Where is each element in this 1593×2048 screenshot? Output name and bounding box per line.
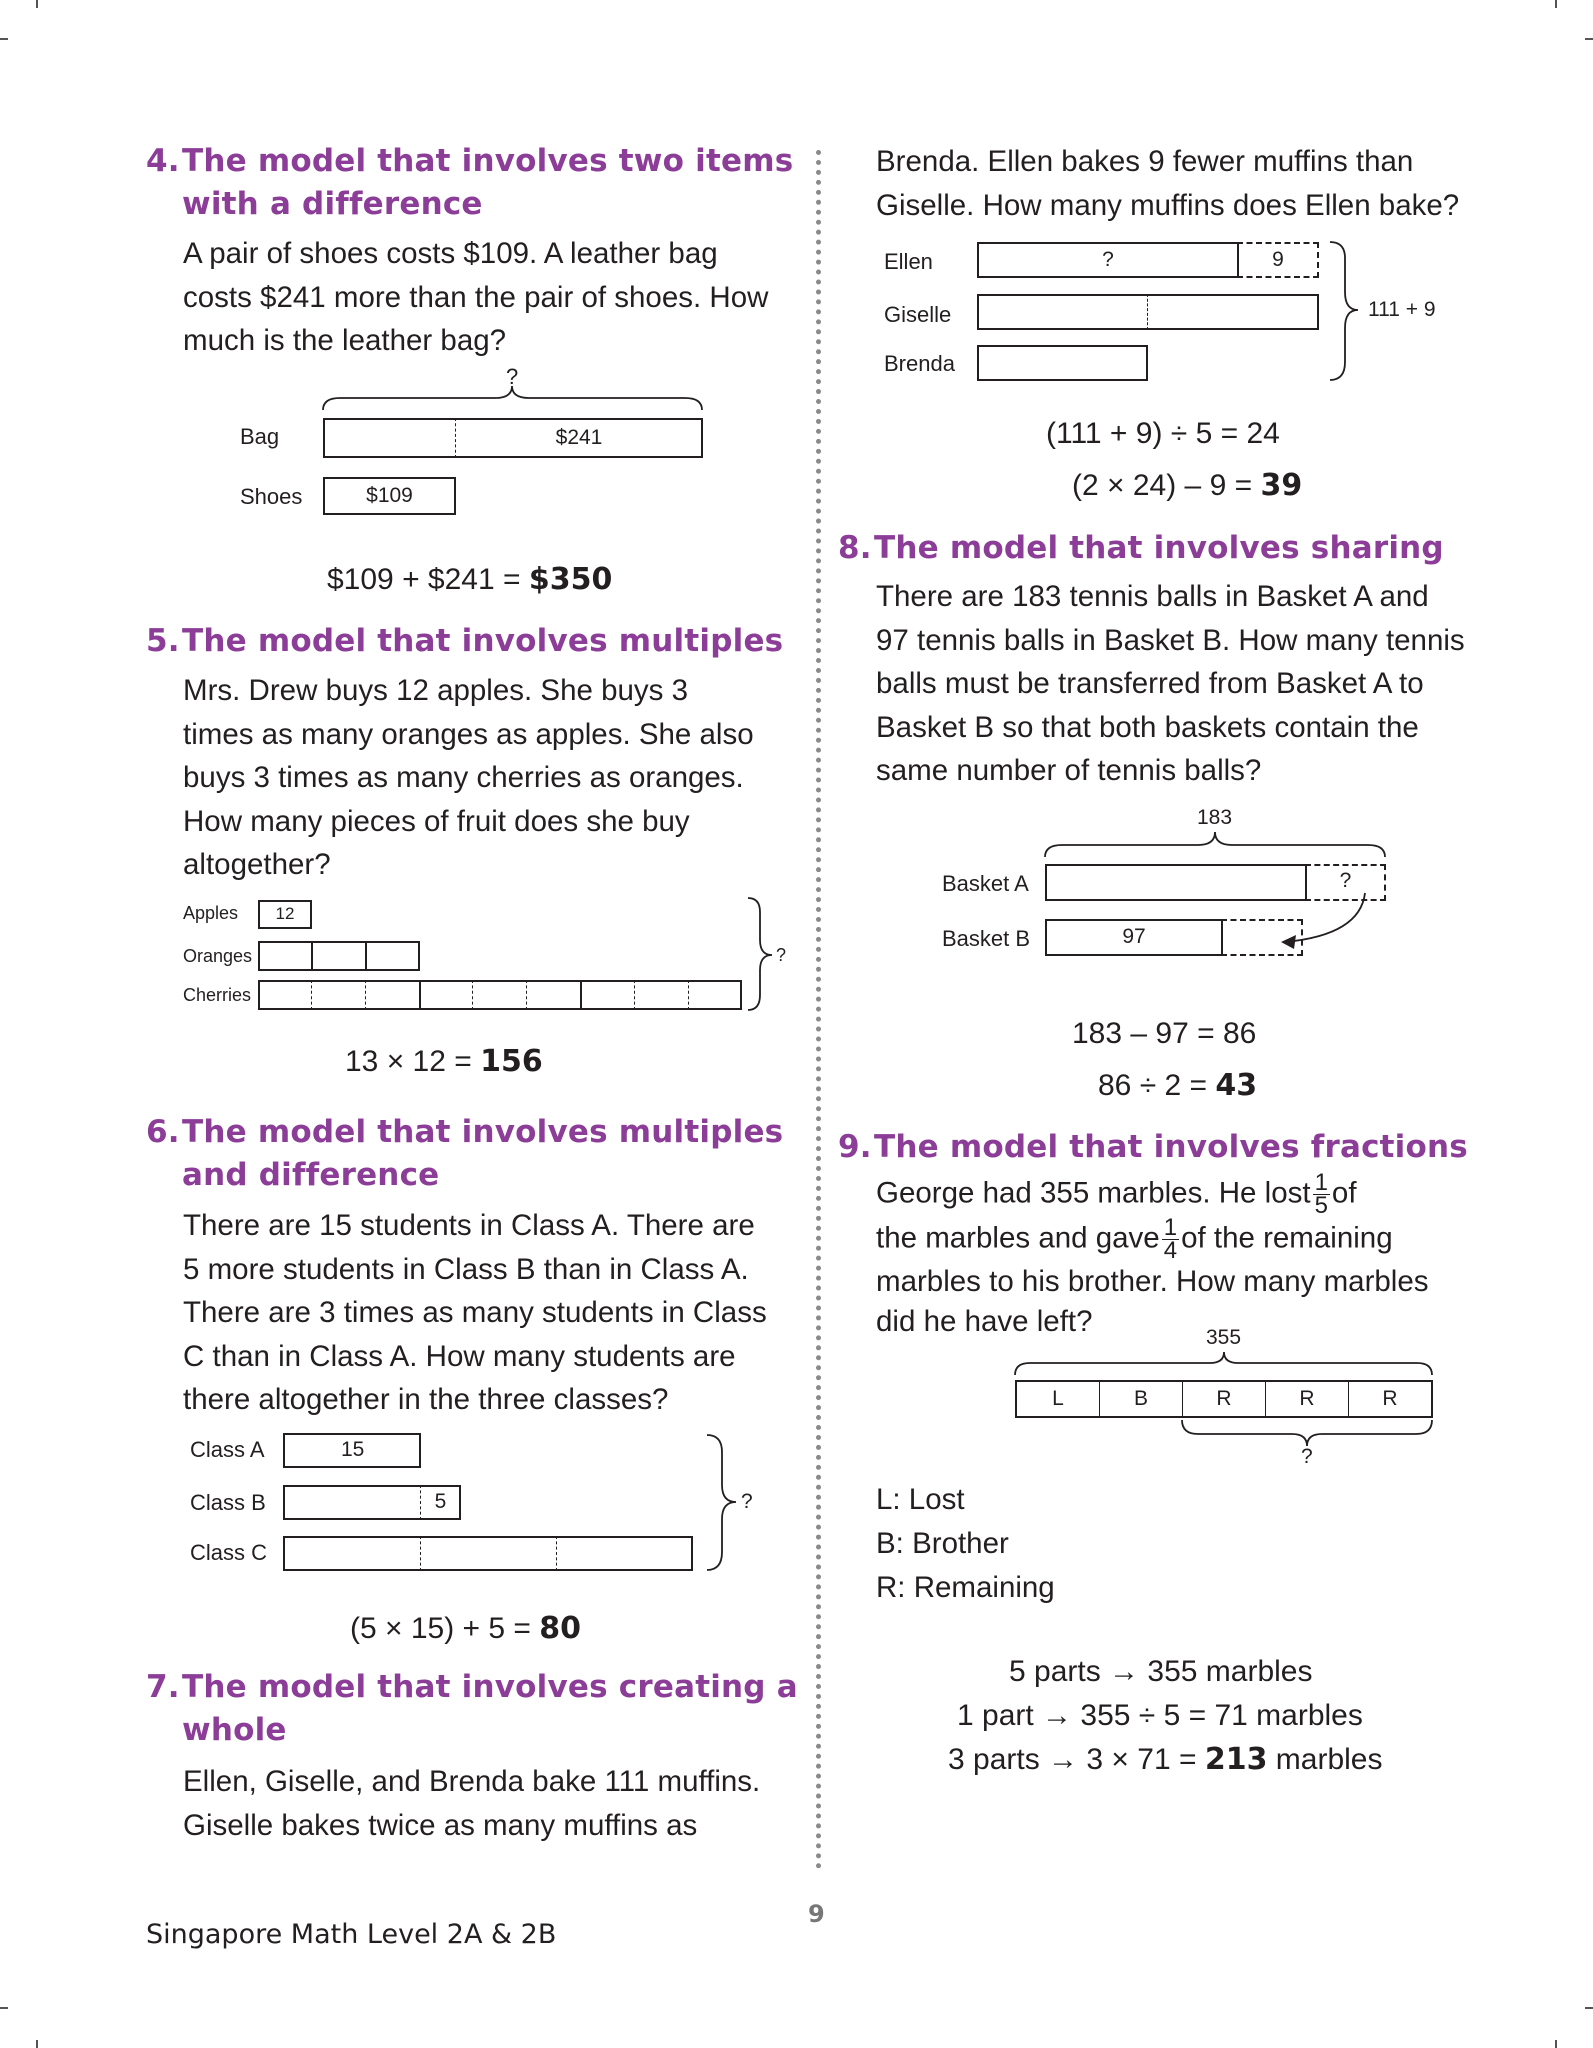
- q8-basket-a-label: Basket A: [942, 871, 1029, 896]
- q9-problem-text: George had 355 marbles. He lost $\frac{1}{5}$ of the marbles and gave $\frac{1}{4}$ of the remaining marbles to his brother. How many marbles did he have left?: [876, 1169, 1429, 1338]
- q9-segment-brother: B: [1100, 1382, 1183, 1416]
- q4-bag-difference: $241: [555, 426, 603, 449]
- q8-basket-b-value: 97: [1122, 925, 1146, 948]
- q6-heading: 6.The model that involves multiples and difference: [146, 1114, 784, 1193]
- q4-equation: $109 + $241 = $350: [327, 562, 613, 597]
- q5-apples-label: Apples: [183, 903, 239, 923]
- q7-equation-2: (2 × 24) – 9 = 39: [1072, 468, 1303, 503]
- q6-class-b-difference: 5: [434, 1490, 447, 1513]
- q5-equation: 13 × 12 = 156: [345, 1044, 543, 1079]
- q8-equation-1: 183 – 97 = 86: [1072, 1017, 1257, 1050]
- q7-brenda-bar: [977, 345, 1148, 381]
- q9-total-label: 355: [1206, 1326, 1242, 1349]
- q8-basket-a-bar: [1045, 864, 1307, 901]
- q8-heading: 8.The model that involves sharing: [838, 530, 1444, 566]
- q6-problem-text: There are 15 students in Class A. There are 5 more students in Class B than in Class A. There are 3 times as many students in Class C than in Class A. How many students are there altogether in the three classes?: [183, 1209, 767, 1416]
- q5-cherries-label: Cherries: [183, 985, 252, 1005]
- q9-segment-remaining: R: [1266, 1382, 1349, 1416]
- q7-ellen-difference: 9: [1272, 248, 1284, 271]
- q8-basket-b-gap: [1221, 919, 1303, 956]
- q7-giselle-bar: [977, 294, 1319, 330]
- q5-heading: 5.The model that involves multiples: [146, 623, 784, 659]
- q9-equation-3: 3 parts → 3 × 71 = 213 marbles: [948, 1742, 1383, 1777]
- q4-heading: 4.The model that involves two items with a difference: [146, 143, 794, 222]
- q6-class-b-label: Class B: [190, 1490, 266, 1515]
- q9-heading: 9.The model that involves fractions: [838, 1129, 1468, 1165]
- q7-problem-text: Ellen, Giselle, and Brenda bake 111 muffins. Giselle bakes twice as many muffins as: [183, 1765, 761, 1842]
- q4-shoes-value: $109: [366, 484, 413, 507]
- q7-brace-label: 111 + 9: [1368, 298, 1436, 321]
- book-title: Singapore Math Level 2A & 2B: [146, 1919, 557, 1950]
- q7-equation-1: (111 + 9) ÷ 5 = 24: [1046, 417, 1280, 450]
- q6-class-a-label: Class A: [190, 1437, 265, 1462]
- q8-equation-2: 86 ÷ 2 = 43: [1098, 1068, 1258, 1103]
- q4-shoes-label: Shoes: [240, 484, 303, 509]
- q8-basket-b-label: Basket B: [942, 926, 1031, 951]
- q7-brenda-label: Brenda: [884, 351, 955, 376]
- q5-oranges-bar: [258, 941, 420, 971]
- q6-class-c-label: Class C: [190, 1540, 268, 1565]
- q5-cherries-bar: [258, 980, 742, 1010]
- q4-problem-text: A pair of shoes costs $109. A leather bag costs $241 more than the pair of shoes. How much is the leather bag?: [183, 237, 769, 357]
- q6-class-a-value: 15: [341, 1438, 365, 1461]
- q7-heading: 7.The model that involves creating a whole: [146, 1669, 798, 1748]
- q9-segment-remaining: R: [1183, 1382, 1266, 1416]
- q6-total-label: ?: [741, 1490, 753, 1513]
- q4-total-label: ?: [506, 364, 519, 389]
- q5-problem-text: Mrs. Drew buys 12 apples. She buys 3 times as many oranges as apples. She also buys 3 times as many cherries as oranges. How many pieces of fruit does she buy altogether?: [183, 674, 754, 881]
- q4-bag-label: Bag: [240, 424, 280, 449]
- q9-legend: L: Lost B: Brother R: Remaining: [876, 1483, 1055, 1604]
- q6-class-c-bar: [283, 1536, 693, 1571]
- q5-oranges-label: Oranges: [183, 946, 253, 966]
- q9-remaining-unknown: ?: [1301, 1445, 1313, 1468]
- q9-equation-1: 5 parts → 355 marbles: [1009, 1655, 1313, 1688]
- q9-segment-lost: L: [1017, 1382, 1100, 1416]
- q8-problem-text: There are 183 tennis balls in Basket A and 97 tennis balls in Basket B. How many tennis balls must be transferred from Basket A to Basket B so that both baskets contain the same number of tennis balls?: [876, 580, 1465, 787]
- q8-transfer-unknown: ?: [1339, 869, 1352, 892]
- q7-giselle-label: Giselle: [884, 302, 952, 327]
- q8-total-label: 183: [1197, 806, 1233, 829]
- q7-problem-text-continued: Brenda. Ellen bakes 9 fewer muffins than Giselle. How many muffins does Ellen bake?: [876, 145, 1460, 222]
- page-number: 9: [808, 1900, 825, 1928]
- q7-ellen-unknown: ?: [1102, 248, 1114, 271]
- q9-segment-remaining: R: [1382, 1387, 1398, 1410]
- q6-equation: (5 × 15) + 5 = 80: [350, 1611, 582, 1646]
- q5-total-label: ?: [776, 945, 787, 965]
- q9-marbles-bar: [1015, 1380, 1433, 1418]
- q7-ellen-label: Ellen: [884, 249, 933, 274]
- q9-equation-2: 1 part → 355 ÷ 5 = 71 marbles: [957, 1699, 1363, 1732]
- q5-apples-value: 12: [275, 904, 295, 923]
